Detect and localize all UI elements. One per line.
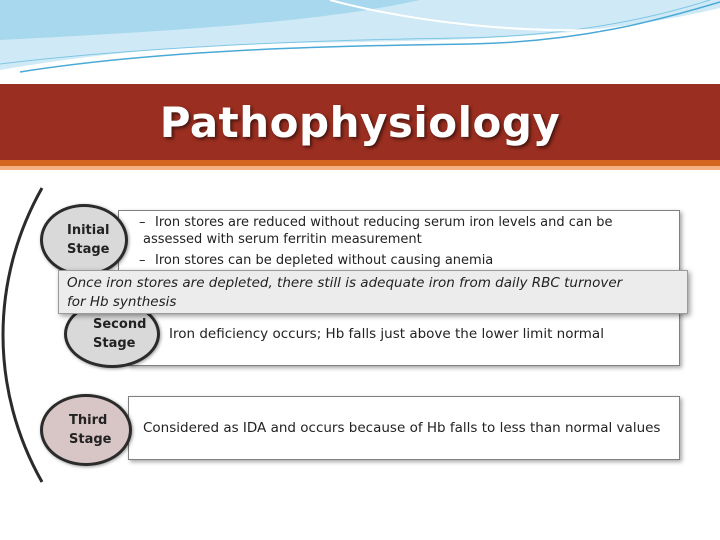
title-band bbox=[0, 84, 720, 160]
stage-box-second-text: Iron deficiency occurs; Hb falls just above the lower limit normal bbox=[169, 326, 604, 342]
stage-label-line1: Initial bbox=[67, 223, 110, 238]
callout-line2: for Hb synthesis bbox=[67, 294, 177, 310]
callout-line1: Once iron stores are depleted, there still is adequate iron from daily RBC turnover bbox=[67, 275, 623, 291]
stage-label-line1: Third bbox=[69, 413, 108, 428]
accent-rule-light bbox=[0, 166, 720, 170]
bullet-text-line1: Iron stores are reduced without reducing serum iron levels and can be bbox=[155, 215, 613, 230]
stage-box-third-text: Considered as IDA and occurs because of Hb falls to less than normal values bbox=[143, 420, 661, 436]
stage-label-line1: Second bbox=[93, 317, 147, 332]
stage-box-third bbox=[128, 396, 680, 460]
bullet-text-line2: assessed with serum ferritin measurement bbox=[143, 232, 422, 247]
bullet-marker: – bbox=[139, 253, 146, 268]
stage-label-line2: Stage bbox=[69, 432, 112, 447]
stage-circle-initial bbox=[40, 204, 128, 276]
header-wave-decoration bbox=[0, 0, 720, 80]
bullet-iron-stores-reduced bbox=[139, 214, 669, 248]
stage-circle-third bbox=[40, 394, 132, 466]
bullet-iron-stores-depleted bbox=[139, 252, 669, 269]
slide-title: Pathophysiology bbox=[159, 97, 561, 147]
stage-label-line2: Stage bbox=[93, 336, 136, 351]
bullet-marker: – bbox=[139, 215, 146, 230]
callout-note bbox=[58, 270, 688, 314]
bullet-text: Iron stores can be depleted without causing anemia bbox=[155, 253, 494, 268]
stage-label-line2: Stage bbox=[67, 242, 110, 257]
